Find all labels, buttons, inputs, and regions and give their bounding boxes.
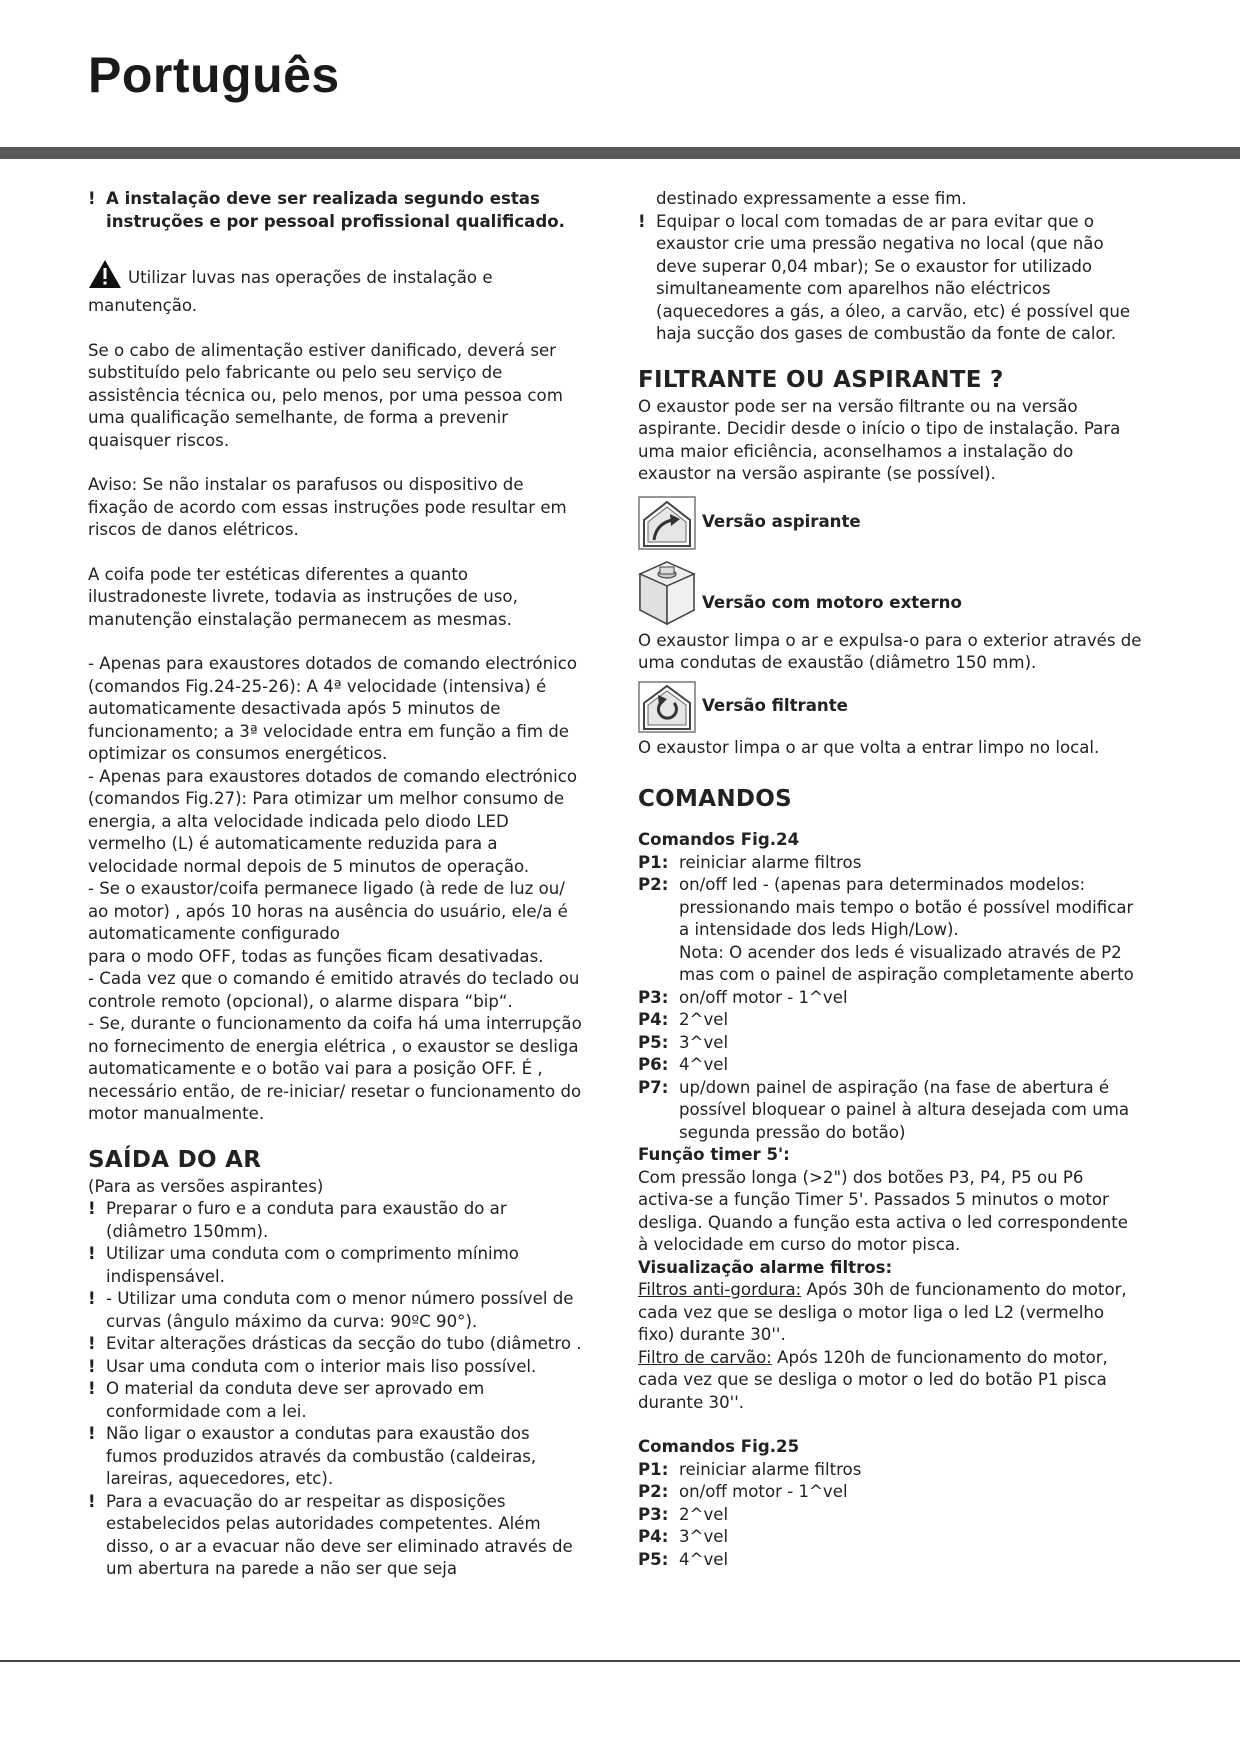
air-intake-warning: ! Equipar o local com tomadas de ar para evitar que o exaustor crie uma pressão negativa no local (que não deve superar 0,04 mbar); Se o exaustor for utilizado simultaneamente com aparelhos não eléctricos (aquecedores a gás, a óleo, a carvão, etc) é possível que haja sucção dos gases de combustão da fonte de calor.: [638, 211, 1143, 346]
command-row: P2: on/off motor - 1^vel: [638, 1482, 848, 1501]
filtrante-heading: FILTRANTE OU ASPIRANTE ?: [638, 366, 1004, 393]
filtrante-paragraph: O exaustor pode ser na versão filtrante ou na versão aspirante. Decidir desde o início o tipo de instalação. Para uma maior eficiência, aconselhamos a instalação do exaustor na versão aspirante (se possível).: [638, 396, 1121, 483]
right-column: [638, 188, 1143, 1571]
footer-rule: [0, 1660, 1240, 1662]
list-item: ! Utilizar uma conduta com o comprimento mínimo indispensável.: [88, 1243, 583, 1288]
recirculation-version-icon: [638, 681, 696, 733]
gloves-warning: Utilizar luvas nas operações de instalação e: [88, 259, 583, 289]
command-row: P6: 4^vel: [638, 1055, 729, 1074]
external-motor-icon: [638, 560, 696, 626]
comandos-heading: COMANDOS: [638, 786, 792, 812]
list-item: ! O material da conduta deve ser aprovado em conformidade com a lei.: [88, 1378, 583, 1423]
fig25-list: [638, 1459, 1143, 1572]
motor-paragraph: O exaustor limpa o ar e expulsa-o para o exterior através de uma condutas de exaustão (diâmetro 150 mm).: [638, 630, 1142, 672]
exclamation-icon: !: [88, 1199, 96, 1218]
saida-list: [88, 1198, 583, 1581]
installation-warning: ! A instalação deve ser realizada segundo estas instruções e por pessoal profissional qualificado.: [88, 188, 583, 233]
carbon-filter-paragraph: Filtro de carvão: Após 120h de funcionamento do motor, cada vez que se desliga o motor o led do botão P1 pisca durante 30''.: [638, 1347, 1108, 1412]
note-auto-off: - Se o exaustor/coifa permanece ligado (à rede de luz ou/ ao motor) , após 10 horas na ausência do usuário, ele/a é automaticamente configurado: [88, 879, 568, 943]
versao-filtrante-row: Versão filtrante: [638, 681, 1143, 733]
exclamation-icon: !: [88, 1356, 96, 1376]
note-fig24-26: - Apenas para exaustores dotados de comando electrónico (comandos Fig.24-25-26): A 4ª velocidade (intensiva) é automaticamente desactivada após 5 minutos de funcionamento; a 3ª velocidade entra em função a fim de optimizar os consumos energéticos.: [88, 654, 577, 763]
left-column: ! A instalação deve ser realizada segundo estas instruções e por pessoal profissional qualificado. Utilizar luvas nas operações de instalação e manutenção. Se o cabo de alimentação estiver danificado, deverá ser substituído pelo fabricante ou pelo seu serviço de assistência técnica ou, pelo menos, por uma pessoa com uma qualificação semelhante, de forma a prevenir quaisquer riscos. Aviso: Se não instalar os parafusos ou dispositivo de fixação de acordo com essas instruções pode resultar em riscos de danos elétricos. A coifa pode ter estéticas diferentes a quanto ilustradoneste livrete, todavia as instruções de uso, manutenção einstalação permanecem as mesmas. - Apenas para exaustores dotados de comando electrónico (comandos Fig.24-25-26): A 4ª velocidade (intensiva) é automaticamente desactivada após 5 minutos de funcionamento; a 3ª velocidade entra em função a fim de optimizar os consumos energéticos. - Apenas para exaustores dotados de comando electrónico (comandos Fig.27): Para otimizar um melhor consumo de energia, a alta velocidade indicada pelo diodo LED vermelho (L) é automaticamente reduzida para a velocidade normal depois de 5 minutos de operação. - Se o exaustor/coifa permanece ligado (à rede de luz ou/ ao motor) , após 10 horas na ausência do usuário, ele/a é automaticamente configurado para o modo OFF, todas as funções ficam desativadas. - Cada vez que o comando é emitido através do teclado ou controle remoto (opcional), o alarme dispara “bip“. - Se, durante o funcionamento da coifa há uma interrupção no fornecimento de energia elétrica , o exaustor se desliga automaticamente e o botão vai para a posição OFF. É , necessário então, de re-iniciar/ resetar o funcionamento do motor manualmente. SAÍDA DO AR (Para as versões aspirantes) ! Preparar o furo e a conduta para exaustão do ar (diâmetro 150mm). ! Utilizar uma conduta com o comprimento mínimo indispensável. ! - Utilizar uma conduta com o menor número possível de curvas (ângulo máximo da curva: 90ºC 90°). ! Evitar alterações drásticas da secção do tubo (diâmetro . ! Usar uma conduta com o interior mais liso possível. ! O material da conduta deve ser aprovado em conformidade com a lei. ! Não ligar o exaustor a condutas para exaustão dos fumos produzidos através da combustão (caldeiras, lareiras, aquecedores, etc). ! Para a evacuação do ar respeitar as disposições estabelecidos pelas autoridades competentes. Além disso, o ar a evacuar não deve ser eliminado através de um abertura na parede a não ser que seja: [88, 188, 583, 1581]
exclamation-icon: !: [88, 1289, 96, 1308]
fig24-title: Comandos Fig.24: [638, 830, 800, 849]
exclamation-icon: !: [88, 1334, 96, 1353]
command-row: P2: on/off led - (apenas para determinados modelos: pressionando mais tempo o botão é possível modificar a intensidade dos leds High/Low). Nota: O acender dos leds é visualizado através de P2 mas com o painel de aspiração completamente aberto: [638, 875, 1134, 984]
list-item: ! - Utilizar uma conduta com o menor número possível de curvas (ângulo máximo da curva: 90ºC 90°).: [88, 1288, 583, 1333]
list-item: ! Não ligar o exaustor a condutas para exaustão dos fumos produzidos através da combustão (caldeiras, lareiras, aquecedores, etc).: [88, 1423, 583, 1491]
command-row: P4: 2^vel: [638, 1010, 729, 1029]
coifa-paragraph: A coifa pode ter estéticas diferentes a quanto ilustradoneste livrete, todavia as instruções de uso, manutenção einstalação permanecem as mesmas.: [88, 564, 518, 629]
filtrante-desc: O exaustor limpa o ar que volta a entrar limpo no local.: [638, 737, 1100, 757]
exclamation-icon: !: [88, 1244, 96, 1263]
ducted-version-icon: [638, 496, 696, 550]
exclamation-icon: !: [88, 1424, 96, 1443]
timer-title: Função timer 5':: [638, 1145, 790, 1164]
list-item: ! Preparar o furo e a conduta para exaustão do ar (diâmetro 150mm).: [88, 1198, 583, 1243]
fig25-title: Comandos Fig.25: [638, 1437, 800, 1456]
command-row: P1: reiniciar alarme filtros: [638, 1459, 862, 1479]
note-bip: - Cada vez que o comando é emitido através do teclado ou controle remoto (opcional), o alarme dispara “bip“.: [88, 969, 580, 1011]
note-fig27: - Apenas para exaustores dotados de comando electrónico (comandos Fig.27): Para otimizar um melhor consumo de energia, a alta velocidade indicada pelo diodo LED vermelho (L) é automaticamente reduzida para a velocidade normal depois de 5 minutos de operação.: [88, 766, 577, 876]
versao-motor-row: Versão com motoro externo: [638, 560, 1143, 626]
versao-aspirante-row: Versão aspirante: [638, 496, 1143, 550]
note-power-failure: - Se, durante o funcionamento da coifa há uma interrupção no fornecimento de energia elétrica , o exaustor se desliga automaticamente e o botão vai para a posição OFF. É , necessário então, de re-iniciar/ resetar o funcionamento do motor manualmente.: [88, 1014, 582, 1123]
filter-alarm-title: Visualização alarme filtros:: [638, 1257, 893, 1277]
command-row: P4: 3^vel: [638, 1527, 729, 1546]
command-row: P5: 3^vel: [638, 1032, 729, 1052]
saida-heading: SAÍDA DO AR: [88, 1146, 262, 1173]
continued-text: destinado expressamente a esse fim.: [656, 189, 967, 208]
list-item: ! Usar uma conduta com o interior mais liso possível.: [88, 1356, 583, 1379]
grease-filter-paragraph: Filtros anti-gordura: Após 30h de funcionamento do motor, cada vez que se desliga o motor liga o led L2 (vermelho fixo) durante 30''.: [638, 1280, 1127, 1344]
warning-triangle-icon: [88, 259, 122, 289]
list-item: ! Para a evacuação do ar respeitar as disposições estabelecidos pelas autoridades competentes. Além disso, o ar a evacuar não deve ser eliminado através de um abertura na parede a não ser que seja: [88, 1491, 583, 1581]
aviso-paragraph: Aviso: Se não instalar os parafusos ou dispositivo de fixação de acordo com essas instruções pode resultar em riscos de danos elétricos.: [88, 475, 567, 539]
exclamation-icon: !: [88, 1379, 96, 1398]
list-item: ! Evitar alterações drásticas da secção do tubo (diâmetro .: [88, 1333, 583, 1356]
exclamation-icon: !: [88, 189, 96, 208]
header-bar: [0, 147, 1240, 159]
command-row: P7: up/down painel de aspiração (na fase de abertura é possível bloquear o painel à altura desejada com uma segunda pressão do botão): [638, 1077, 1130, 1142]
exclamation-icon: !: [88, 1491, 96, 1511]
cable-paragraph: Se o cabo de alimentação estiver danificado, deverá ser substituído pelo fabricante ou pelo seu serviço de assistência técnica ou, pelo menos, por uma pessoa com uma qualificação semelhante, de forma a prevenir quaisquer riscos.: [88, 340, 563, 450]
fig24-list: [638, 852, 1143, 1145]
timer-paragraph: Com pressão longa (>2") dos botões P3, P4, P5 ou P6 activa-se a função Timer 5'. Passados 5 minutos o motor desliga. Quando a função esta activa o led correspondente à velocidade em curso do motor pisca.: [638, 1167, 1128, 1254]
command-row: P3: on/off motor - 1^vel: [638, 987, 848, 1007]
command-row: P1: reiniciar alarme filtros: [638, 852, 862, 872]
saida-subtitle: (Para as versões aspirantes): [88, 1176, 324, 1196]
page-title: Português: [88, 47, 340, 103]
command-row: P3: 2^vel: [638, 1504, 729, 1524]
exclamation-icon: !: [638, 211, 646, 231]
command-row: P5: 4^vel: [638, 1549, 729, 1569]
